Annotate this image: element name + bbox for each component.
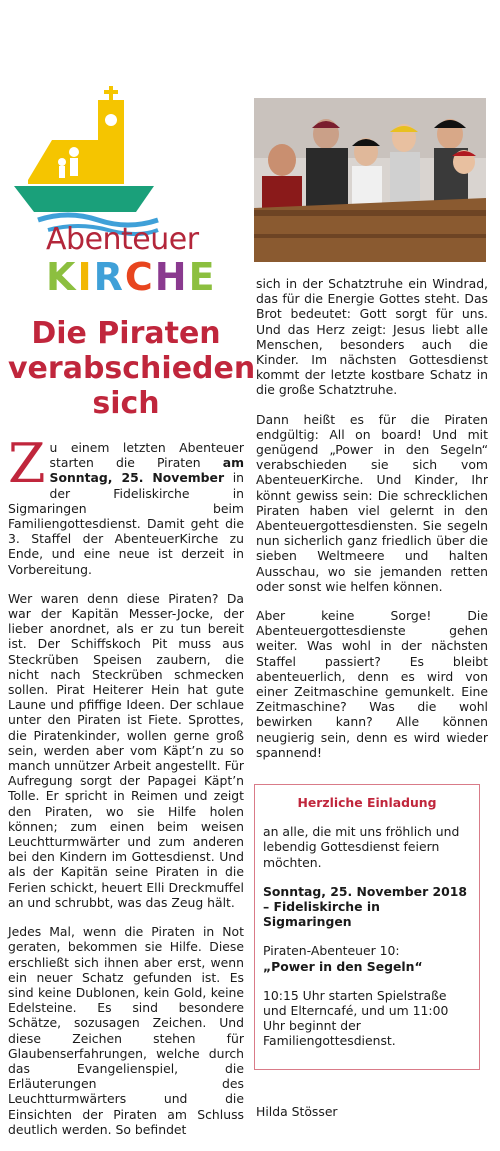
paragraph-text: in der Fideliskirche in Sigmaringen beim Familiengottesdienst. Damit geht die 3. Staffel der AbenteuerKirche zu Ende, und eine neue ist derzeit in Vorbereitung.	[8, 470, 244, 577]
article-paragraph: Aber keine Sorge! Die Abenteuergottesdienste gehen weiter. Was wohl in der nächsten Staffel passiert? Es bleibt abenteuerlich, denn es wird von einer Zeitmaschine gemunkelt. Eine Zeitmaschine? Was die wohl bewirken kann? Alle können neugierig sein, denn es wird wieder spannend!	[256, 608, 488, 760]
article-headline: Die Piraten verabschieden sich	[8, 316, 256, 421]
logo-word-bottom	[46, 255, 246, 299]
logo-letter: K	[46, 255, 78, 299]
paragraph-bold-date: am Sonntag, 25. November	[49, 455, 244, 486]
invitation-title: Herzliche Einladung	[297, 795, 437, 810]
article-column-left	[8, 432, 244, 1151]
article-column-right	[256, 276, 488, 774]
logo-letter: H	[154, 255, 189, 299]
logo-letter: E	[188, 255, 217, 299]
logo-letter: C	[124, 255, 155, 299]
article-paragraph: Wer waren denn diese Piraten? Da war der Kapitän Messer-Jocke, der lieber anordnet, als er zu tun bereit ist. Der Schiffskoch Pit muss aus Steckrüben Speisen zaubern, die nicht nach Steckrüben schmecken sollen. Pirat Heiterer Hein hat gute Laune und pfiffige Ideen. Der schlaue unter den Piraten ist Fiete. Sprottes, die Piratenkinder, wollen gerne groß sein, werden aber vom Käpt’n zu so manch unnützer Arbeit angestellt. Für Aufregung sorgt der Papagei Käpt’n Tolle. Er spricht in Reimen und zeigt den Piraten, wo sie Hilfe holen können; zum einen beim weisen Leuchtturmwärter und zum anderen bei den Kindern im Gottesdienst. Und als der Kapitän seine Piraten in die Ferien schickt, heuert Elli Dreckmuffel an und schrubbt, was das Zeug hält.	[8, 590, 244, 910]
invitation-event-label: Piraten-Abenteuer 10:	[263, 943, 400, 959]
logo-word-top: Abenteuer	[46, 222, 199, 257]
invitation-date	[263, 884, 471, 930]
article-paragraph: Jedes Mal, wenn die Piraten in Not geraten, bekommen sie Hilfe. Diese erschließt sich ihnen aber erst, wenn ein neuer Schatz gefunden ist. Es sind keine Dublonen, kein Gold, keine Edelsteine. Es sind besondere Schätze, sozusagen Zeichen. Und diese Zeichen stehen für Glaubenserfahrungen, welche durch das Evangelienspiel, die Erläuterungen des Leuchtturmwärters und die Einsichten der Piraten am Schluss deutlich werden. So befindet	[8, 924, 244, 1137]
article-paragraph: sich in der Schatztruhe ein Windrad, das für die Energie Gottes steht. Das Brot bedeutet: Gott sorgt für uns. Und das Herz zeigt: Jesus liebt alle Menschen, besonders auch die Kinder. Im nächsten Gottesdienst kommt der letzte kostbare Schatz in die große Schatztruhe.	[256, 276, 488, 398]
paragraph-text: u einem letzten Abenteuer starten die Piraten	[49, 440, 244, 471]
logo-letter: R	[93, 255, 125, 299]
invitation-event	[263, 943, 471, 973]
invitation-date-line1: Sonntag, 25. November 2018	[263, 883, 467, 899]
pirates-photo	[254, 98, 486, 262]
invitation-event-title: „Power in den Segeln“	[263, 958, 423, 974]
pirate-play-photo-icon	[254, 98, 486, 262]
invitation-box	[254, 784, 480, 1070]
logo-wordmark	[46, 222, 246, 299]
article-paragraph: Dann heißt es für die Piraten endgültig: All on board! Und mit genügend „Power in den Segeln“ verabschieden sie sich vom AbenteuerKirche. Und Kinder, Ihr könnt gewiss sein: Die schrecklichen Piraten haben viel gelernt in den Abenteuergottesdiensten. Sie segeln nun sicherlich ganz friedlich über die sieben Weltmeere und halten Ausschau, wo sie jemanden retten oder sonst wie helfen können.	[256, 411, 488, 594]
invitation-intro: an alle, die mit uns fröhlich und lebendig Gottesdienst feiern möchten.	[263, 824, 460, 870]
logo-letter: I	[77, 255, 94, 299]
invitation-schedule: 10:15 Uhr starten Spielstraße und Elterncafé, und um 11:00 Uhr beginnt der Familiengottesdienst.	[263, 987, 449, 1049]
invitation-date-line2: – Fideliskirche in Sigmaringen	[263, 899, 380, 930]
article-paragraph	[8, 432, 244, 577]
author-signature: Hilda Stösser	[256, 1104, 338, 1119]
drop-cap: Z	[8, 432, 46, 495]
